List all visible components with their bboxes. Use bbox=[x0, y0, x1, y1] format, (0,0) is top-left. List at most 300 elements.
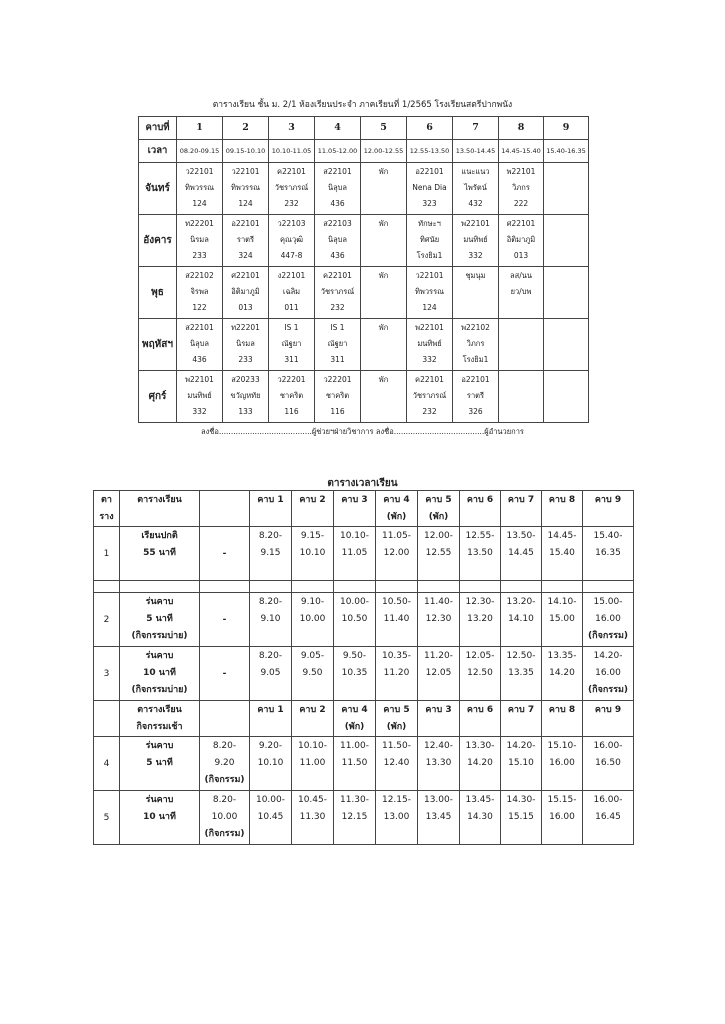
period-range-line: 15.40- bbox=[593, 531, 623, 541]
period-range-line: 9.50 bbox=[302, 668, 323, 678]
period-range-line: 11.30- bbox=[339, 795, 369, 805]
period-range bbox=[583, 791, 634, 845]
schedule-cell-line: พัก bbox=[378, 375, 389, 384]
schedule-cell bbox=[453, 267, 499, 319]
spacer-row bbox=[94, 581, 634, 593]
period-range-line: 10.00- bbox=[255, 795, 285, 805]
schedule-cell bbox=[177, 163, 223, 215]
schedule-cell-line: มนทิพย์ bbox=[417, 339, 442, 348]
schedule-cell-line: 124 bbox=[192, 199, 207, 208]
period-time: 12.00-12.55 bbox=[361, 140, 407, 163]
period-range bbox=[292, 593, 334, 647]
day-name: พฤหัสฯ bbox=[139, 319, 177, 371]
schedule-cell bbox=[315, 267, 361, 319]
schedule-cell-line: ว22103 bbox=[277, 219, 306, 228]
period-range-line: 13.35- bbox=[547, 651, 577, 661]
row-label-line: (กิจกรรมบ่าย) bbox=[131, 631, 188, 641]
schedule-cell-line: นิรมล bbox=[236, 339, 255, 348]
schedule-cell-line: 326 bbox=[468, 407, 483, 416]
period-range-line: 12.55 bbox=[425, 548, 452, 558]
schedule-cell-line: โรงยิม1 bbox=[462, 355, 489, 364]
header-period-line: (พัก) bbox=[344, 722, 365, 732]
period-range bbox=[376, 593, 418, 647]
period-range-line: (กิจกรรม) bbox=[588, 631, 628, 641]
row-label-line: 5 นาที bbox=[146, 758, 173, 768]
period-range bbox=[292, 647, 334, 701]
time-table-row bbox=[94, 647, 634, 701]
period-range-line: 11.50- bbox=[381, 741, 411, 751]
header-no-line: ราง bbox=[99, 512, 114, 522]
period-range-line: 13.20 bbox=[467, 614, 493, 624]
spacer-cell bbox=[334, 581, 376, 593]
day-row bbox=[139, 215, 589, 267]
header-period bbox=[418, 701, 460, 737]
period-range-line: 15.15- bbox=[547, 795, 577, 805]
schedule-cell-line: 222 bbox=[513, 199, 529, 208]
schedule-cell-line: 232 bbox=[284, 199, 299, 208]
schedule-cell-line: โรงยิม1 bbox=[416, 251, 443, 260]
schedule-cell-line: ว22201 bbox=[323, 375, 352, 384]
period-range-line: 15.00 bbox=[549, 614, 575, 624]
schedule-cell bbox=[177, 319, 223, 371]
header-period-line: คาบ 3 bbox=[341, 495, 368, 505]
schedule-cell-line: พ22101 bbox=[185, 375, 214, 384]
period-range-line: 14.10- bbox=[547, 597, 577, 607]
schedule-cell-line: จิรพล bbox=[190, 287, 209, 296]
period-range bbox=[583, 593, 634, 647]
day-name: อังคาร bbox=[139, 215, 177, 267]
period-range-line: 12.55- bbox=[465, 531, 495, 541]
row-morning-line: 8.20- bbox=[212, 795, 237, 805]
period-range bbox=[542, 647, 583, 701]
period-range bbox=[334, 593, 376, 647]
day-row bbox=[139, 371, 589, 423]
period-range-line: 12.40 bbox=[383, 758, 410, 768]
schedule-cell bbox=[315, 163, 361, 215]
header-period-line: คาบ 9 bbox=[594, 705, 622, 715]
header-period-line: คาบ 5 bbox=[425, 495, 452, 505]
schedule-cell bbox=[407, 163, 453, 215]
period-range bbox=[250, 527, 292, 581]
period-range bbox=[376, 737, 418, 791]
schedule-cell-line: อิติมาภูมิ bbox=[231, 287, 260, 296]
header-blank bbox=[200, 701, 250, 737]
row-label-line: ร่นคาบ bbox=[145, 597, 174, 607]
day-name: ศุกร์ bbox=[139, 371, 177, 423]
schedule-cell-line: 233 bbox=[192, 251, 207, 260]
period-range-line: 11.40- bbox=[423, 597, 453, 607]
schedule-cell bbox=[223, 267, 269, 319]
period-time: 12.55-13.50 bbox=[407, 140, 453, 163]
period-range-line: 16.00- bbox=[593, 795, 623, 805]
header-period-line: คาบ 5 bbox=[383, 705, 410, 715]
schedule-cell-line: พัก bbox=[378, 167, 389, 176]
period-range bbox=[583, 527, 634, 581]
header-period bbox=[376, 701, 418, 737]
schedule-cell-line: 116 bbox=[284, 407, 299, 416]
header-schedule-line: ตารางเรียน bbox=[137, 495, 182, 505]
schedule-cell-line: ท22201 bbox=[231, 323, 260, 332]
period-range-line: 11.50 bbox=[341, 758, 368, 768]
period-range-line: 12.15 bbox=[341, 812, 368, 822]
period-number: 7 bbox=[453, 117, 499, 140]
row-label bbox=[120, 527, 200, 581]
header-period bbox=[418, 491, 460, 527]
schedule-cell-line: 332 bbox=[468, 251, 483, 260]
row-morning bbox=[200, 647, 250, 701]
schedule-cell bbox=[544, 319, 589, 371]
header-period-line: คาบ 4 bbox=[383, 495, 410, 505]
period-range-line: 16.00 bbox=[549, 812, 575, 822]
schedule-cell bbox=[544, 215, 589, 267]
header-period-line: (พัก) bbox=[386, 512, 407, 522]
schedule-cell bbox=[499, 215, 544, 267]
period-range bbox=[376, 647, 418, 701]
period-range-line: 13.50 bbox=[467, 548, 493, 558]
schedule-cell-line: พ22101 bbox=[506, 167, 536, 176]
schedule-cell-line: อ22101 bbox=[231, 219, 260, 228]
schedule-cell-line: 436 bbox=[330, 199, 345, 208]
schedule-cell-line: ค22101 bbox=[415, 375, 444, 384]
schedule-title: ตารางเรียน ชั้น ม. 2/1 ห้องเรียนประจำ ภาคเรียนที่ 1/2565 โรงเรียนสตรีปากพนัง bbox=[212, 100, 513, 110]
period-range-line: 15.15 bbox=[508, 812, 534, 822]
day-name: จันทร์ bbox=[139, 163, 177, 215]
schedule-cell-line: ส22102 bbox=[185, 271, 214, 280]
period-range bbox=[334, 791, 376, 845]
schedule-cell-line: Nena Dia bbox=[412, 183, 447, 192]
schedule-cell-line: ส20233 bbox=[231, 375, 260, 384]
schedule-cell-line: ราตรี bbox=[236, 235, 255, 244]
period-range bbox=[501, 737, 542, 791]
header-period-line: คาบ 1 bbox=[257, 495, 284, 505]
schedule-cell-line: 122 bbox=[192, 303, 207, 312]
period-range-line: (กิจกรรม) bbox=[588, 685, 628, 695]
period-range-line: 12.05 bbox=[425, 668, 452, 678]
period-range-line: 10.10- bbox=[339, 531, 369, 541]
schedule-cell-line: วัชราภรณ์ bbox=[320, 287, 355, 296]
period-range bbox=[583, 647, 634, 701]
header-period-line: คาบ 8 bbox=[548, 705, 576, 715]
spacer-cell bbox=[501, 581, 542, 593]
schedule-cell-line: 311 bbox=[330, 355, 345, 364]
schedule-cell-line: ศ22101 bbox=[506, 219, 536, 228]
schedule-cell bbox=[544, 163, 589, 215]
header-period-line: คาบ 8 bbox=[548, 495, 576, 505]
period-range bbox=[418, 647, 460, 701]
schedule-cell-line: ไพรัตน์ bbox=[464, 183, 487, 192]
schedule-cell bbox=[361, 371, 407, 423]
schedule-cell-line: 447-8 bbox=[280, 251, 303, 260]
schedule-cell bbox=[223, 163, 269, 215]
header-period-line: คาบ 6 bbox=[466, 495, 494, 505]
period-range-line: 9.15 bbox=[260, 548, 281, 558]
schedule-cell bbox=[177, 371, 223, 423]
header-period bbox=[292, 491, 334, 527]
schedule-cell-line: 013 bbox=[238, 303, 253, 312]
schedule-cell bbox=[315, 319, 361, 371]
period-range-line: 14.45- bbox=[547, 531, 577, 541]
period-range-line: 10.50- bbox=[381, 597, 411, 607]
period-range-line: 13.35 bbox=[508, 668, 534, 678]
header-no-line: ตา bbox=[101, 495, 112, 505]
period-range-line: 12.15- bbox=[381, 795, 411, 805]
period-range-line: 10.00- bbox=[339, 597, 369, 607]
period-range-line: 9.05- bbox=[300, 651, 325, 661]
period-range bbox=[376, 527, 418, 581]
period-range bbox=[460, 791, 501, 845]
schedule-cell-line: ชาคริต bbox=[279, 391, 304, 400]
period-range bbox=[250, 737, 292, 791]
schedule-cell bbox=[407, 215, 453, 267]
schedule-cell-line: วิภกร bbox=[512, 183, 530, 192]
period-range-line: 8.20- bbox=[258, 651, 283, 661]
period-number: 5 bbox=[361, 117, 407, 140]
period-range-line: 14.20- bbox=[506, 741, 536, 751]
schedule-cell bbox=[499, 371, 544, 423]
schedule-cell-line: พ22102 bbox=[461, 323, 490, 332]
header-period bbox=[250, 701, 292, 737]
row-label-line: ร่นคาบ bbox=[145, 651, 174, 661]
period-range-line: 11.20 bbox=[383, 668, 410, 678]
schedule-cell-line: ทักษะฯ bbox=[418, 219, 441, 228]
time-header-label: เวลา bbox=[139, 140, 177, 163]
period-range-line: 15.10 bbox=[508, 758, 534, 768]
period-number: 9 bbox=[544, 117, 589, 140]
day-row bbox=[139, 319, 589, 371]
period-time: 14.45-15.40 bbox=[499, 140, 544, 163]
schedule-cell-line: ทิพวรรณ bbox=[184, 183, 215, 192]
row-label bbox=[120, 791, 200, 845]
schedule-cell-line: ค22101 bbox=[277, 167, 306, 176]
row-morning-line: (กิจกรรม) bbox=[204, 775, 245, 785]
schedule-cell-line: 232 bbox=[422, 407, 437, 416]
period-range-line: 10.35 bbox=[341, 668, 368, 678]
time-table-row bbox=[94, 737, 634, 791]
schedule-cell bbox=[361, 267, 407, 319]
schedule-cell-line: 311 bbox=[284, 355, 299, 364]
spacer-cell bbox=[250, 581, 292, 593]
period-range-line: 10.10- bbox=[297, 741, 327, 751]
period-range-line: 8.20- bbox=[258, 597, 283, 607]
spacer-cell bbox=[583, 581, 634, 593]
period-range-line: 12.30 bbox=[425, 614, 452, 624]
period-range bbox=[376, 791, 418, 845]
schedule-cell bbox=[453, 371, 499, 423]
period-number: 8 bbox=[499, 117, 544, 140]
period-range bbox=[583, 737, 634, 791]
period-header-label: คาบที่ bbox=[139, 117, 177, 140]
period-number: 2 bbox=[223, 117, 269, 140]
period-number: 3 bbox=[269, 117, 315, 140]
schedule-cell-line: ส22103 bbox=[323, 219, 352, 228]
period-range-line: 16.35 bbox=[595, 548, 621, 558]
period-range bbox=[460, 593, 501, 647]
period-range bbox=[460, 647, 501, 701]
schedule-cell-line: 232 bbox=[330, 303, 345, 312]
period-range-line: 13.50- bbox=[506, 531, 536, 541]
period-range bbox=[292, 737, 334, 791]
header-period-line: คาบ 4 bbox=[341, 705, 368, 715]
schedule-cell-line: ว22101 bbox=[415, 271, 444, 280]
schedule-cell-line: 324 bbox=[238, 251, 253, 260]
period-range-line: 14.30- bbox=[506, 795, 536, 805]
row-number: 2 bbox=[94, 593, 120, 647]
period-range-line: 15.40 bbox=[549, 548, 575, 558]
row-label-line: 10 นาที bbox=[143, 668, 176, 678]
period-range-line: 11.00- bbox=[339, 741, 369, 751]
period-time-row bbox=[139, 140, 589, 163]
schedule-cell bbox=[269, 319, 315, 371]
period-range bbox=[542, 593, 583, 647]
period-range-line: 13.30 bbox=[425, 758, 452, 768]
schedule-cell-line: มนทิพย์ bbox=[463, 235, 488, 244]
schedule-cell-line: ชุมนุม bbox=[465, 271, 486, 280]
spacer-cell bbox=[376, 581, 418, 593]
period-range-line: 11.30 bbox=[299, 812, 326, 822]
schedule-cell bbox=[361, 215, 407, 267]
schedule-cell bbox=[544, 267, 589, 319]
period-header-row bbox=[139, 117, 589, 140]
period-range-line: 10.45 bbox=[257, 812, 284, 822]
period-range bbox=[542, 791, 583, 845]
spacer-cell bbox=[292, 581, 334, 593]
row-label-line: 5 นาที bbox=[146, 614, 173, 624]
row-label-line: ร่นคาบ bbox=[145, 741, 174, 751]
schedule-cell-line: 323 bbox=[422, 199, 437, 208]
schedule-cell bbox=[453, 163, 499, 215]
schedule-cell bbox=[407, 371, 453, 423]
time-table-row bbox=[94, 791, 634, 845]
schedule-cell bbox=[223, 319, 269, 371]
schedule-cell-line: พัก bbox=[378, 323, 389, 332]
period-range-line: 12.50- bbox=[506, 651, 536, 661]
period-range-line: 13.45- bbox=[465, 795, 495, 805]
period-range bbox=[460, 527, 501, 581]
spacer-cell bbox=[418, 581, 460, 593]
period-range-line: 9.10- bbox=[300, 597, 325, 607]
period-range-line: 14.30 bbox=[467, 812, 493, 822]
row-morning bbox=[200, 593, 250, 647]
schedule-cell-line: วัชราภรณ์ bbox=[412, 391, 447, 400]
period-range bbox=[418, 527, 460, 581]
schedule-cell-line: 013 bbox=[513, 251, 529, 260]
schedule-cell bbox=[269, 163, 315, 215]
signature-line: ลงชื่อ.......................................ผู้ช่วยฯฝ่ายวิชาการ ลงชื่อ......................................ผู้อำนวยการ bbox=[201, 427, 524, 436]
schedule-cell bbox=[361, 163, 407, 215]
header-period bbox=[376, 491, 418, 527]
schedule-cell bbox=[269, 267, 315, 319]
header-period-line: คาบ 7 bbox=[507, 495, 535, 505]
row-morning bbox=[200, 527, 250, 581]
schedule-cell-line: วัชราภรณ์ bbox=[274, 183, 309, 192]
spacer-cell bbox=[542, 581, 583, 593]
schedule-cell-line: พ22101 bbox=[461, 219, 490, 228]
day-row bbox=[139, 163, 589, 215]
period-range-line: 11.20- bbox=[423, 651, 453, 661]
period-range-line: 9.15- bbox=[300, 531, 325, 541]
period-range-line: 8.20- bbox=[258, 531, 283, 541]
period-range-line: 9.05 bbox=[260, 668, 281, 678]
schedule-cell bbox=[177, 267, 223, 319]
period-range bbox=[334, 527, 376, 581]
period-range bbox=[501, 593, 542, 647]
schedule-cell-line: ง22101 bbox=[277, 271, 306, 280]
schedule-cell-line: ค22101 bbox=[323, 271, 352, 280]
header-period-line: (พัก) bbox=[386, 722, 407, 732]
schedule-cell-line: ว22101 bbox=[185, 167, 214, 176]
header-period-line: คาบ 2 bbox=[299, 705, 326, 715]
row-morning-line: 9.20 bbox=[214, 758, 235, 768]
schedule-cell-line: ส22101 bbox=[185, 323, 214, 332]
header-period bbox=[583, 491, 634, 527]
row-label bbox=[120, 737, 200, 791]
period-range bbox=[334, 647, 376, 701]
schedule-cell-line: คุณวุฒิ bbox=[280, 235, 303, 244]
period-range-line: 15.00- bbox=[593, 597, 623, 607]
schedule-cell bbox=[407, 319, 453, 371]
row-number: 4 bbox=[94, 737, 120, 791]
schedule-cell-line: พัก bbox=[378, 271, 389, 280]
schedule-cell-line: พัก bbox=[378, 219, 389, 228]
row-label-line: เรียนปกติ bbox=[141, 531, 178, 541]
header-period bbox=[334, 491, 376, 527]
period-range bbox=[250, 647, 292, 701]
schedule-cell bbox=[499, 163, 544, 215]
period-range-line: 14.45 bbox=[508, 548, 534, 558]
period-range-line: 11.05- bbox=[381, 531, 411, 541]
header-period bbox=[334, 701, 376, 737]
schedule-cell-line: ลส/นน bbox=[510, 271, 532, 280]
row-morning-line: (กิจกรรม) bbox=[204, 829, 245, 839]
schedule-cell bbox=[269, 215, 315, 267]
period-number: 6 bbox=[407, 117, 453, 140]
period-range bbox=[460, 737, 501, 791]
schedule-cell-line: ชาคริต bbox=[325, 391, 350, 400]
header-schedule bbox=[120, 701, 200, 737]
period-range-line: 12.40- bbox=[423, 741, 453, 751]
period-range-line: 13.00- bbox=[423, 795, 453, 805]
schedule-cell bbox=[453, 215, 499, 267]
schedule-cell-line: เฉลิม bbox=[282, 287, 301, 296]
schedule-cell-line: อิติมาภูมิ bbox=[506, 235, 536, 244]
period-range-line: 16.00 bbox=[595, 668, 621, 678]
header-period bbox=[460, 701, 501, 737]
header-schedule-line: ตารางเรียน bbox=[137, 705, 182, 715]
schedule-cell-line: อ22101 bbox=[415, 167, 444, 176]
period-range-line: 12.00- bbox=[423, 531, 453, 541]
schedule-cell-line: ส22101 bbox=[323, 167, 352, 176]
period-time-table bbox=[93, 490, 634, 845]
period-range bbox=[418, 593, 460, 647]
period-range-line: 14.20 bbox=[467, 758, 493, 768]
period-range bbox=[250, 593, 292, 647]
schedule-cell bbox=[499, 319, 544, 371]
schedule-cell-line: 011 bbox=[284, 303, 299, 312]
schedule-cell-line: ณัฐยา bbox=[281, 339, 302, 348]
day-row bbox=[139, 267, 589, 319]
period-range-line: 10.45- bbox=[297, 795, 327, 805]
period-range-line: 12.30- bbox=[465, 597, 495, 607]
class-schedule-table bbox=[138, 116, 589, 423]
schedule-cell-line: ทิพวรรณ bbox=[230, 183, 261, 192]
schedule-cell-line: IS 1 bbox=[330, 323, 345, 332]
row-label-line: ร่นคาบ bbox=[145, 795, 174, 805]
day-name: พุธ bbox=[139, 267, 177, 319]
header-period-line: คาบ 2 bbox=[299, 495, 326, 505]
schedule-cell-line: แนะแนว bbox=[461, 167, 490, 176]
schedule-cell bbox=[223, 371, 269, 423]
row-morning-line: 10.00 bbox=[211, 812, 238, 822]
